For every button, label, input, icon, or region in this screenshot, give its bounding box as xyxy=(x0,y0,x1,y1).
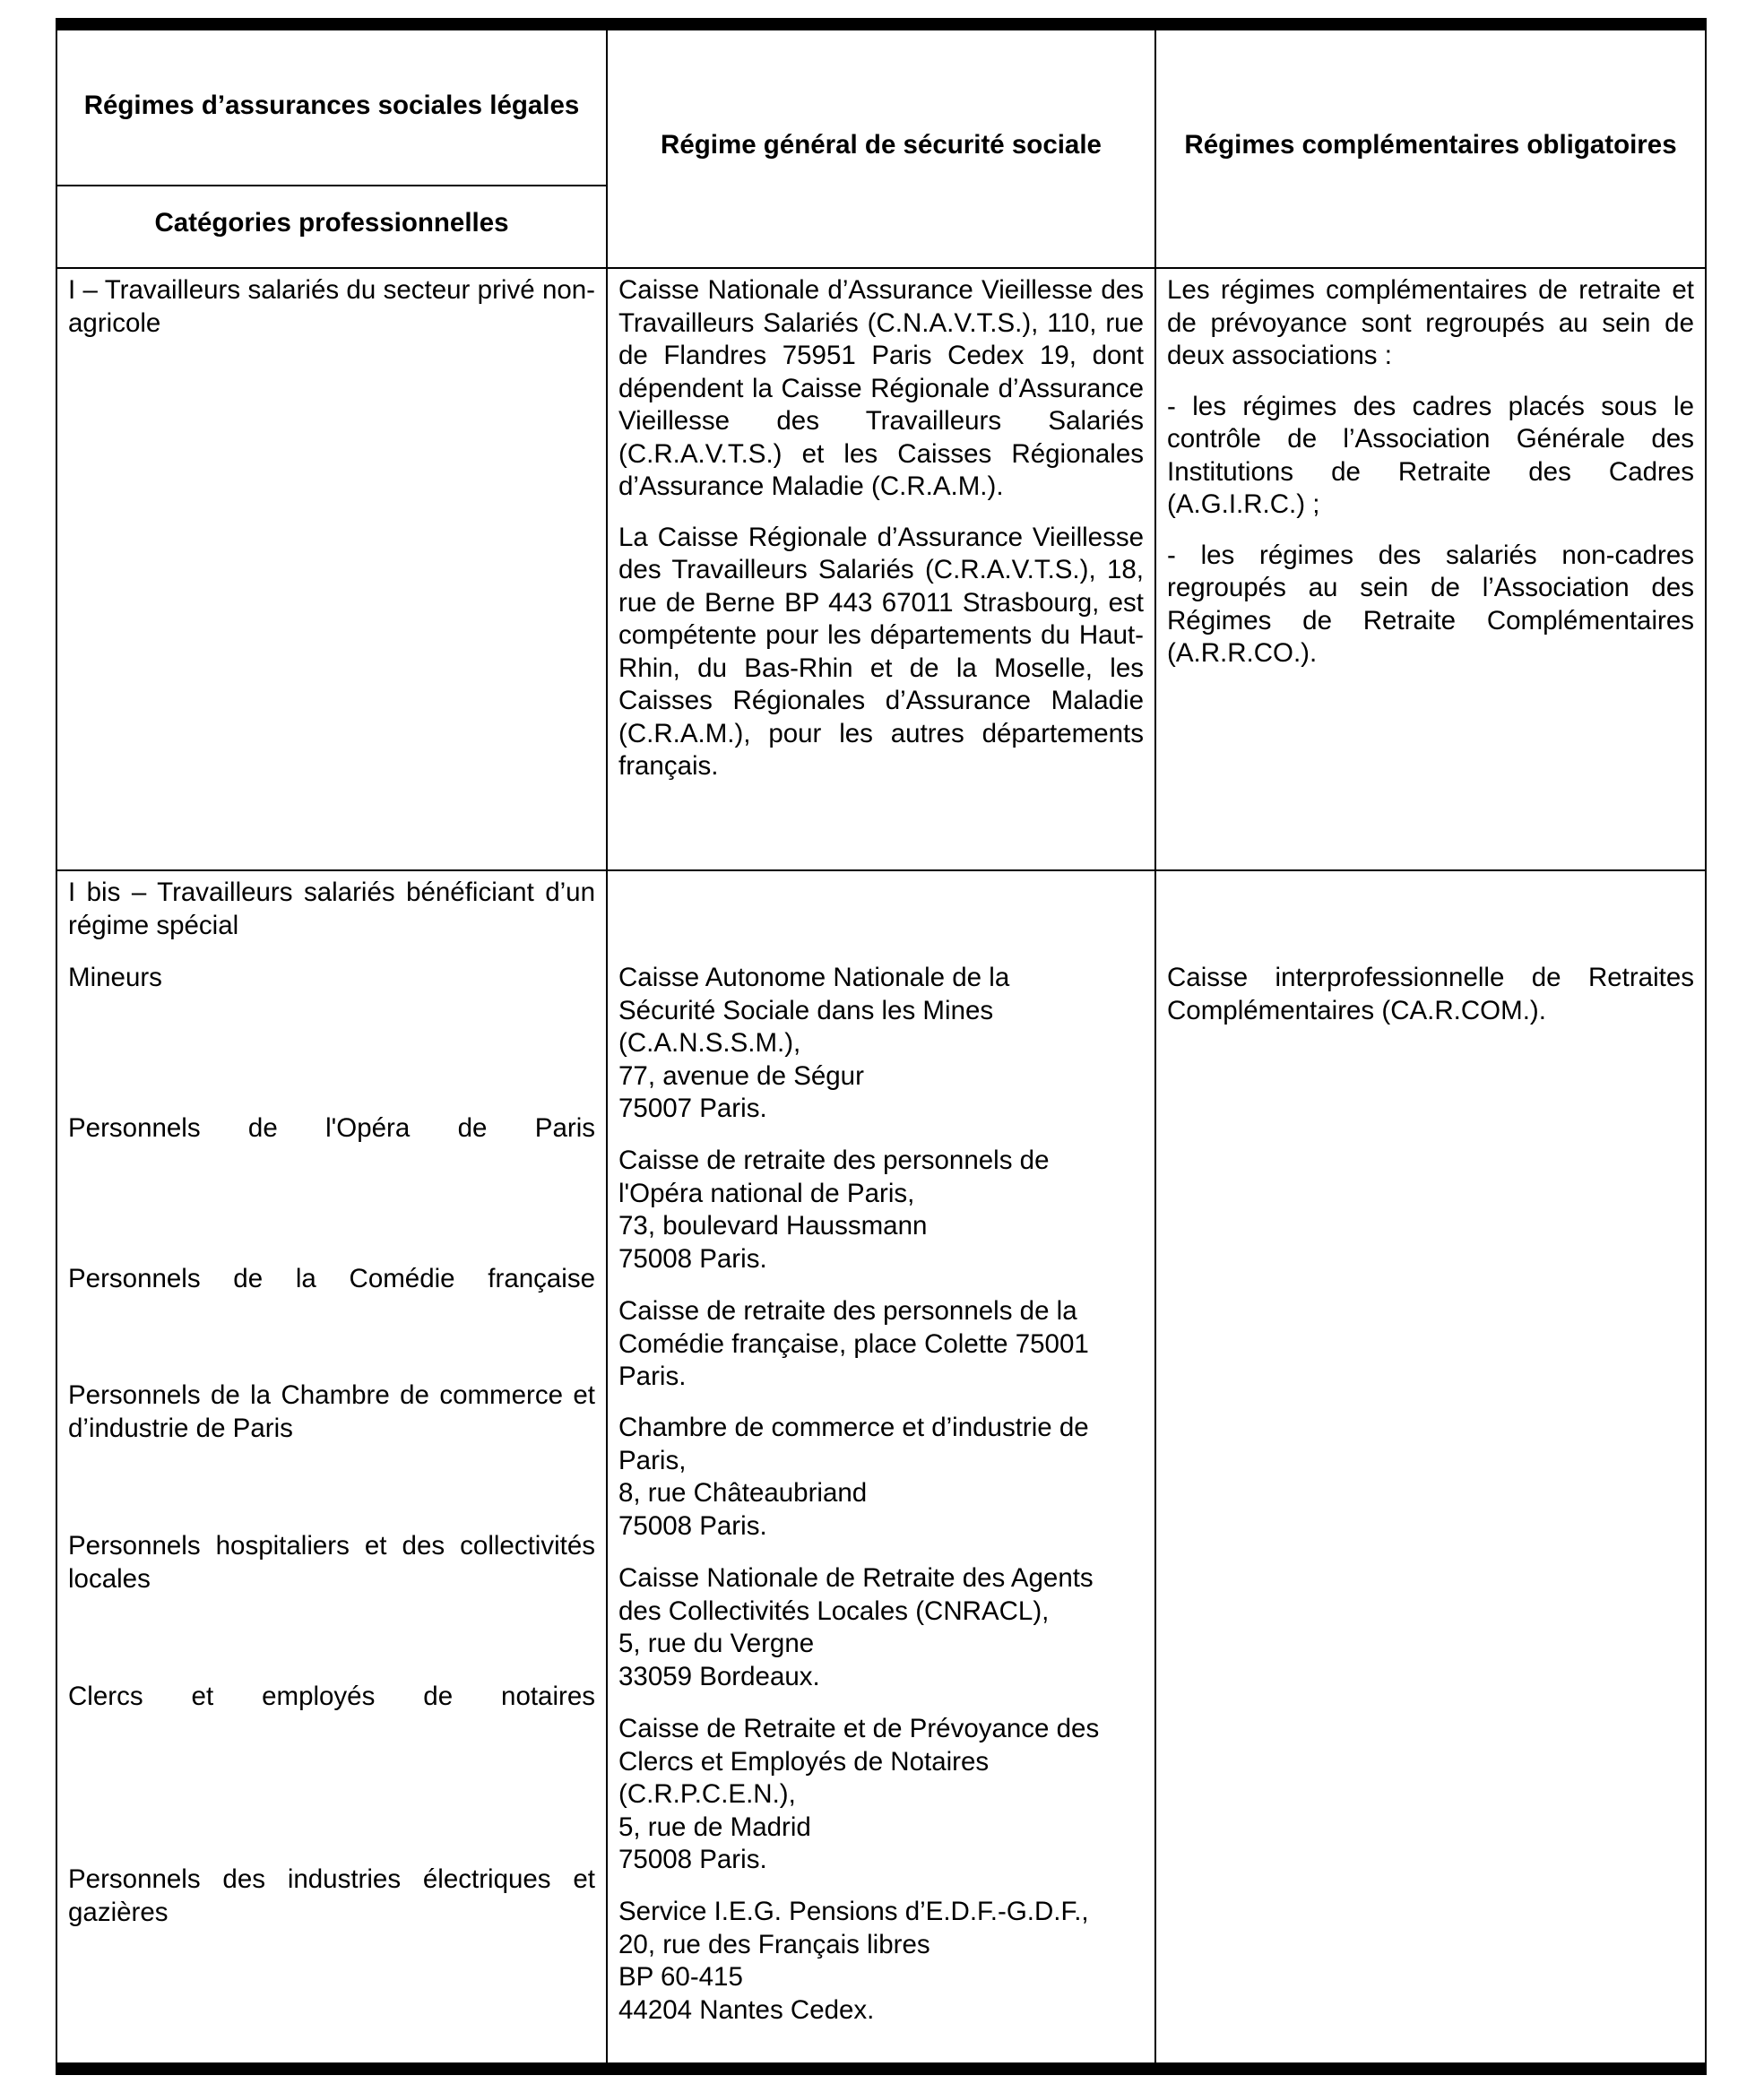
section2-general xyxy=(607,870,1155,2069)
section2-row-5-category: Personnels hospitaliers et des collectivités locales xyxy=(68,1531,595,1594)
section2-row-6-category: Clercs et employés de notaires xyxy=(68,1682,595,1711)
section2-row-4-category: Personnels de la Chambre de commerce et d’industrie de Paris xyxy=(68,1380,595,1443)
section1-comp-paragraph-1: Les régimes complémentaires de retraite et de prévoyance sont regroupés au sein de deux associations : xyxy=(1167,275,1694,370)
header-col3-title: Régimes complémentaires obligatoires xyxy=(1155,24,1706,268)
section1-general-paragraph-1: Caisse Nationale d’Assurance Vieillesse des Travailleurs Salariés (C.N.A.V.T.S.), 110, rue de Flandres 75951 Paris Cedex 19, dont dépendent la Caisse Régionale d’Assurance Vieillesse des Travailleurs Salariés (C.R.A.V.T.S.) et les Caisses Régionales d’Assurance Maladie (C.R.A.M.). xyxy=(618,275,1144,501)
section2-complementary-text: Caisse interprofessionnelle de Retraites Complémentaires (CA.R.COM.). xyxy=(1167,963,1694,1025)
section2-complementary xyxy=(1155,870,1706,2069)
section2-row-2-category: Personnels de l'Opéra de Paris xyxy=(68,1113,595,1143)
section1-complementary xyxy=(1155,268,1706,870)
section2-row-5-general: Caisse Nationale de Retraite des Agents des Collectivités Locales (CNRACL), 5, rue du Vergne 33059 Bordeaux. xyxy=(618,1563,1094,1691)
table-row-section2 xyxy=(56,870,1706,2069)
section2-row-7-general: Service I.E.G. Pensions d’E.D.F.-G.D.F., 20, rue des Français libres BP 60-415 44204 Nantes Cedex. xyxy=(618,1897,1089,2025)
section2-category-title: I bis – Travailleurs salariés bénéficiant d’un régime spécial xyxy=(68,878,595,940)
section2-row-4-general: Chambre de commerce et d’industrie de Paris, 8, rue Châteaubriand 75008 Paris. xyxy=(618,1413,1089,1541)
section2-row-6-general: Caisse de Retraite et de Prévoyance des Clercs et Employés de Notaires (C.R.P.C.E.N.), 5, rue de Madrid 75008 Paris. xyxy=(618,1714,1100,1874)
section1-general xyxy=(607,268,1155,870)
section1-comp-paragraph-2: - les régimes des cadres placés sous le contrôle de l’Association Générale des Institutions de Retraite des Cadres (A.G.I.R.C.) ; xyxy=(1167,391,1694,519)
header-col2-title: Régime général de sécurité sociale xyxy=(607,24,1155,268)
section1-comp-paragraph-3: - les régimes des salariés non-cadres regroupés au sein de l’Association des Régimes de Retraite Complémentaires (A.R.R.CO.). xyxy=(1167,540,1694,668)
section2-categories xyxy=(56,870,607,2069)
section2-row-3-category: Personnels de la Comédie française xyxy=(68,1264,595,1293)
section1-general-paragraph-2: La Caisse Régionale d’Assurance Vieillesse des Travailleurs Salariés (C.R.A.V.T.S.), 18, rue de Berne BP 443 67011 Strasbourg, est compétente pour les départements du Haut-Rhin, du Bas-Rhin et de la Moselle, les Caisses Régionales d’Assurance Maladie (C.R.A.M.), pour les autres départements français. xyxy=(618,522,1144,781)
section2-row-3-general: Caisse de retraite des personnels de la Comédie française, place Colette 75001 Paris. xyxy=(618,1296,1089,1391)
table-header-row xyxy=(56,24,1706,186)
section2-row-2-general: Caisse de retraite des personnels de l'Opéra national de Paris, 73, boulevard Haussmann 75008 Paris. xyxy=(618,1146,1050,1274)
table-row-section1 xyxy=(56,268,1706,870)
section2-row-1-general: Caisse Autonome Nationale de la Sécurité Sociale dans les Mines (C.A.N.S.S.M.), 77, avenue de Ségur 75007 Paris. xyxy=(618,963,1010,1123)
pension-regimes-table xyxy=(56,18,1707,2075)
header-col1-subtitle: Catégories professionnelles xyxy=(56,186,607,268)
header-col1-title: Régimes d’assurances sociales légales xyxy=(56,24,607,186)
section2-row-1-category: Mineurs xyxy=(68,963,162,992)
section1-category: I – Travailleurs salariés du secteur privé non-agricole xyxy=(56,268,607,870)
section2-row-7-category: Personnels des industries électriques et gazières xyxy=(68,1864,595,1927)
